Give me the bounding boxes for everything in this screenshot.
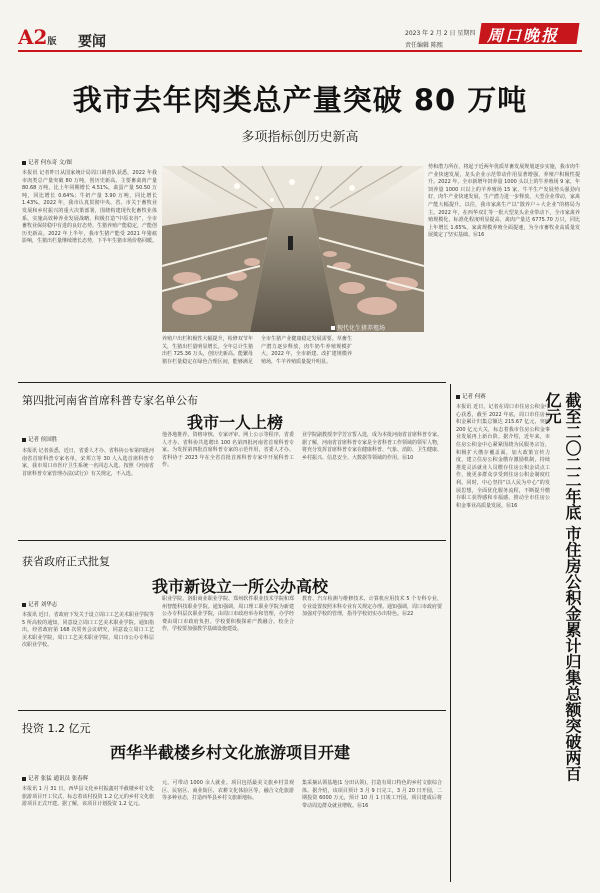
header-rule [18, 50, 582, 52]
art2-col2-text: 他各地推荐、资格审核、专家评审、网上公示等程序，省委人才办、省科协共选聘出 100 名第四批河南省首席科普专家。为发挥第四批首席科普专家的示范作用，省委人才办、省科协于 2023 年在全省首批首席科普专家中开展科普工作。 [162, 432, 294, 469]
art4-byline: 记者 张猛 通讯员 张春辉 [22, 774, 88, 782]
lead-headline: 我市去年肉类总产量突破 80 万吨 [72, 83, 528, 117]
pig-farm-photo [162, 166, 424, 332]
photo-caption: 现代化生猪养殖场 [331, 323, 385, 332]
art3-col3-text: 教育、汽车检测与维修技术、计算机应用技术 5 个专科专业，专业设置按照本科专业有关规定办理。通知强调，周口市政府要加强对学校的管理，指导学校切实办出特色。⑯22 [302, 596, 443, 618]
art3-byline: 记者 刘华志 [22, 600, 57, 608]
art3-col1-text: 本报讯 近日，省政府下发关于设立周口工艺美术职业学院等 5 所高校的通知，同意设立周口工艺美术职业学院。通知指出，经省政府第 168 次常务会议研究，同意设立周口工艺美术职业学院，周口工艺美术职业学院、周口市公办专科层次职业学校。 [22, 612, 154, 649]
section-title: 要闻 [78, 34, 106, 50]
right-column-rule [450, 384, 451, 882]
art4-headline: 西华半截楼乡村文化旅游项目开建 [109, 743, 350, 762]
newspaper-logo-text: 周口晚报 [487, 26, 560, 45]
byline-marker [456, 395, 460, 399]
divider-1 [18, 382, 446, 383]
byline-marker [22, 438, 26, 442]
page-number: A2版 [18, 25, 57, 49]
art3-col2-text: 职业学院、洛阳商业职业学院、郑州软件职业技术学院和郑州智能科技职业学院。通知强调，周口理工职业学院为新建公办专科层次职业学院，由周口市政府举办和管理，办学经费由周口市政府负担。学校要积极探索产教融合、校企合作，学校要加强教学基础设施建设。 [162, 596, 294, 633]
art5-headline: 截至二〇二二年底 市住房公积金累计归集总额突破两百亿元 [543, 392, 582, 782]
issue-date: 2023 年 2 月 2 日 星期四 [405, 30, 476, 37]
divider-2 [18, 540, 446, 541]
lead-subheadline: 多项指标创历史新高 [241, 130, 359, 145]
art4-col2-text: 元，可带动 1000 余人就业。项目包括最美文旅乡村景观区、民宿区、商业街区、农耕文化体验区等，融合文化旅游等多种业态，打造西华县乡村文旅新地标。 [162, 780, 294, 802]
page-header [0, 0, 600, 48]
byline-marker [22, 777, 26, 781]
byline-marker [22, 603, 26, 607]
lead-col3-text: 养殖户出栏积极性大幅提升，检修双节年关，生猪出栏量明显增长。全年总计生猪出栏 725.36 万头，创历史新高。能繁母猪存栏量稳定在绿色合理区间，能够满足全市生猪产业健康稳定发展需要。草畜生产潜力逐步释放，肉牛奶牛养殖规模扩大。2022 年，全市新建、改扩建规模养殖场，牛羊养殖质量提升明显。 [162, 336, 352, 365]
art2-headline: 我市一人上榜 [186, 413, 283, 432]
art2-kicker: 第四批河南省首席科普专家名单公布 [22, 394, 198, 407]
lead-col4-text: 势和潜力所在，将起于近两年优质草畜发展规划逐步实施，我市肉牛产业快速发展，龙头企业示范带动作用显著增强，养殖户积极性提升。2022 年，全市新增年饲养量 1000 头以上的牛养殖场 9 家，年饲养量 1000 只以上的羊养殖场 15 家，牛羊生产发展势头强劲向好，肉牛产业快速发展，生产潜力进一步释放。大型企业带动，家禽产能大幅提升。以往，我市家禽生产以“散养户＋大企业”的格局为主。2022 年，在西华双汇等一批大型龙头企业带动下，全市家禽养殖规模化、标准化程度明显提高，禽肉产量达 6775.70 万只，同比上年增长 1.65%。家禽规模养殖全面提速，为全市畜牧业高质量发展奠定了坚实基础。⑯16 [428, 164, 580, 239]
art3-headline: 我市新设立一所公办高校 [151, 577, 328, 596]
lead-col1-text: 本报讯 记者昨日从国家统计局周口调查队获悉，2022 年我市肉类总产量突破 80 万吨，创历史新高。主要畜禽肉产量 80.68 万吨，比上年同期增长 4.51%。禽蛋产量 50.50 万吨，同比增长 0.64%；牛奶产量 3.90 万吨，同比增长 1.43%。2022 年，我市认真贯彻中央、省、市关于畜牧业发展和乡村振兴的重大决策部署，围绕构建现代化畜牧业体系，实施高效种养业发展战略，积极打造“中原农谷”，全市畜牧业保持稳中有进的良好态势。生猪养殖产能稳定，产能创历史新高。2022 年上半年，我市生猪产能受 2021 年猪瘟影响，生猪出栏量继续增长态势，下半年生猪市场价格回暖。 [22, 170, 158, 245]
art5-byline: 记者 何赛 [456, 392, 486, 400]
art3-kicker: 获省政府正式批复 [22, 555, 110, 568]
art4-kicker: 投资 1.2 亿元 [22, 722, 91, 735]
art4-col3-text: 集采摘认领基地(1 分田认领)，打造有周口特色的乡村文旅综合体。据介绍，该项目预计 3 月 9 日完工，3 月 20 日开园，二期投资 6000 万元，预计 10 月 1 日竣工开园。项目建成后将带动周边群众就业增收。⑯16 [302, 780, 442, 809]
art2-col1-text: 本报讯 记者获悉，近日，省委人才办、省科协公布第四批河南省首席科普专家名单，宋邦立等 30 人入选首席科普专家，我市周口市医疗卫生系统一名同志入选。按照《河南省首席科普专家管理办法(试行)》有关规定，不入选。 [22, 448, 154, 477]
art5-text: 本报讯 近日，记者在周口市住房公积金中心获悉，截至 2022 年底，周口市住房公积金累计归集总额达 215.67 亿元，突破 200 亿元大关，标志着我市住房公积金事业发展再上新台阶。据介绍，近年来，市住房公积金中心紧紧围绕为民服务宗旨，积极扩大缴存覆盖面，加大政策宣传力度，建立住房公积金缴存激励机制，持续推进灵活就业人员缴存住房公积金试点工作，使更多群众享受到住房公积金制度红利。同时，中心坚持“以人民为中心”的发展思想，全面优化服务流程，不断提升缴存职工获得感和幸福感，推动全市住房公积金事业高质量发展。⑯16 [456, 404, 550, 509]
art2-byline: 记者 侯国胜 [22, 435, 57, 443]
byline-marker [22, 161, 26, 165]
art2-col3-text: 业学院副教授李学芳宣誓入选，成为本批河南省首席科普专家。据了解，河南省首席科普专家是全省科普工作领域的领军人物，将充分发挥首席科普专家在健康科普、气象、消防、卫生健康、乡村振兴、信息安全、大数据等领域的作用。⑯10 [302, 432, 443, 461]
divider-3 [18, 710, 446, 711]
lead-byline: 记者 何东奇 文/图 [22, 158, 72, 166]
art4-col1-text: 本报讯 1 月 31 日，西华县文化乡村振鑫村半截楼乡村文化旅游项目开工仪式，标志着该村投资 1.2 亿元的乡村文化旅游项目正式开建。据了解，该项目计划投资 1.2 亿元。 [22, 786, 154, 808]
editor-credit: 责任编辑 陈熙 [405, 42, 443, 49]
